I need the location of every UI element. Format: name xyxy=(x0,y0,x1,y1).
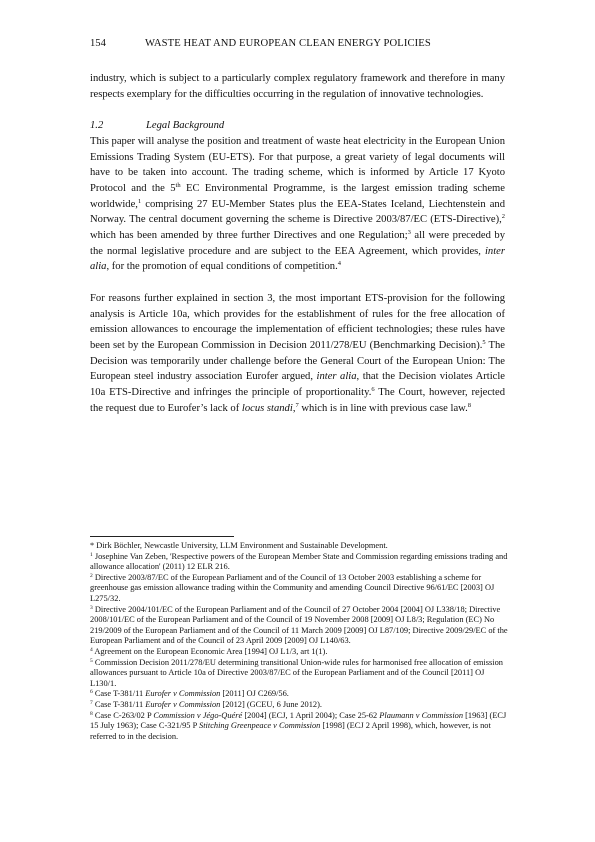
page-number: 154 xyxy=(90,38,106,49)
footnote-author: * Dirk Böchler, Newcastle University, LLM Environment and Sustainable Development. xyxy=(90,541,388,550)
footnote-ref-5: 5 xyxy=(482,338,486,346)
footnote-8: $^8$ Case C-263/02 P Commission v Jégo-Quéré [2004] (ECJ, 1 April 2004); Case 25-62 Plaumann v Commission [1963] (ECJ 15 July 1963); Case C-321/95 P Stitching Greenpeace v Commission [1998] (ECJ 2 April 1998), which, however, is not referred to in the decision. xyxy=(90,710,507,741)
footnote-5: $^5$ Commission Decision 2011/278/EU determining transitional Union-wide rules for harmonised free allocation of emission allowances pursuant to Article 10a of Directive 2003/87/EC of the European Parliament and of the Council [2011] OJ L130/1. xyxy=(90,657,503,688)
footnotes xyxy=(90,541,508,742)
paragraph-continuation: industry, which is subject to a particularly complex regulatory framework and therefore in many respects exemplary for the difficulties occurring in the regulation of innovative technologies. xyxy=(90,73,505,100)
footnote-ref-7: 7 xyxy=(295,401,299,409)
footnote-1: $^1$ Josephine Van Zeben, 'Respective powers of the European Member State and Commission regarding emissions trading and allowance allocation' (2011) 12 ELR 216. xyxy=(90,551,508,572)
section-heading xyxy=(90,118,505,134)
footnote-2: $^2$ Directive 2003/87/EC of the European Parliament and of the Council of 13 October 2003 establishing a scheme for greenhouse gas emission allowance trading within the Community and amending Council Directive 96/61/EC [2003] OJ L275/32. xyxy=(90,572,495,603)
paragraph-legal-background: This paper will analyse the position and treatment of waste heat electricity in the European Union Emissions Trading System (EU-ETS). For that purpose, a great variety of legal documents will have to be taken into account. The trading scheme, which is informed by Article 17 Kyoto Protocol and the 5th EC Environmental Programme, is the largest emission trading scheme worldwide,$^1$ comprising 27 EU-Member States plus the EEA-States Iceland, Liechtenstein and Norway. The central document governing the scheme is Directive 2003/87/EC (ETS-Directive),$^2$ which has been amended by three further Directives and one Regulation;$^3$ all were preceded by the normal legislative procedure and are subject to the EEA Agreement, which provides, inter alia, for the promotion of equal conditions of competition.$^4$ xyxy=(90,135,506,273)
footnote-3: $^3$ Directive 2004/101/EC of the European Parliament and of the Council of 27 October 2004 [2004] OJ L338/18; Directive 2008/101/EC of the European Parliament and of the Council of 19 November 2008 [2009] OJ L8/3; Regulation (EC) No 219/2009 of the European Parliament and of the Council of 11 March 2009 [2009] OJ L87/109; Directive 2009/29/EC of the European Parliament and of the Council of 23 April 2009 [2009] OJ L140/63. xyxy=(90,604,508,646)
footnote-ref-2: 2 xyxy=(501,213,505,221)
section-title: Legal Background xyxy=(146,120,225,132)
footnote-ref-8: 8 xyxy=(467,401,472,409)
main-text xyxy=(90,71,505,416)
footnote-7: $^7$ Case T-381/11 Eurofer v Commission [2012] (GCEU, 6 June 2012). xyxy=(90,699,322,709)
footnote-ref-6: 6 xyxy=(371,386,375,394)
paragraph-article-10a: For reasons further explained in section 3, the most important ETS-provision for the following analysis is Article 10a, which provides for the establishment of rules for the free allocation of emission allowances to encourage the implementation of efficient technologies; these rules have been set by the European Commission in Decision 2011/278/EU (Benchmarking Decision).$^5$ The Decision was temporarily under challenge before the General Court of the European Union: The European steel industry association Eurofer argued, inter alia, that the Decision violates Article 10a ETS-Directive and infringes the principle of proportionality.$^6$ The Court, however, rejected the request due to Eurofer’s lack of locus standi,$^7$ which is in line with previous case law.$^8$ xyxy=(90,292,506,414)
footnote-4: $^4$ Agreement on the European Economic Area [1994] OJ L1/3, art 1(1). xyxy=(90,646,328,656)
footnote-ref-4: 4 xyxy=(337,260,341,268)
running-title: WASTE HEAT AND EUROPEAN CLEAN ENERGY POLICIES xyxy=(145,38,431,49)
footnote-separator xyxy=(90,536,234,537)
section-number: 1.2 xyxy=(90,120,104,132)
footnote-ref-3: 3 xyxy=(407,229,411,237)
footnote-ref-1: 1 xyxy=(137,197,142,205)
footnote-6: $^6$ Case T-381/11 Eurofer v Commission [2011] OJ C269/56. xyxy=(90,689,289,699)
